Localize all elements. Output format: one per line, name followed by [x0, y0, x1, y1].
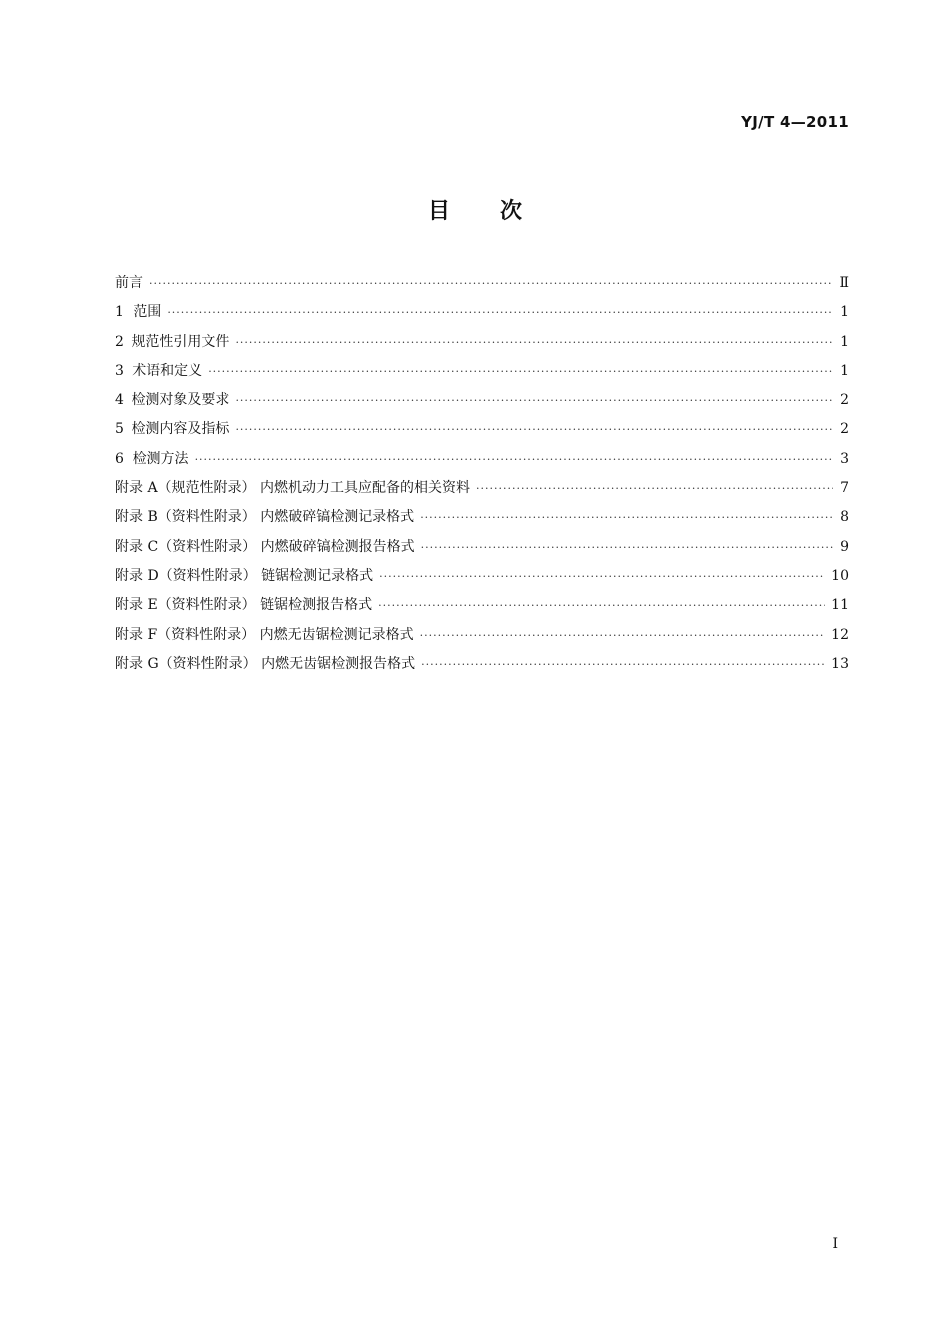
toc-entry-appendix-b[interactable] — [115, 503, 849, 532]
toc-entry-appendix-e[interactable] — [115, 591, 849, 620]
toc-entry-appendix-a[interactable] — [115, 474, 849, 503]
toc-entry-label: 术语和定义 — [132, 362, 203, 379]
toc-entry-5[interactable] — [115, 415, 849, 444]
toc-entry-label: 附录 C（资料性附录） 内燃破碎镐检测报告格式 — [115, 538, 415, 555]
toc-entry-label: 范围 — [133, 304, 162, 321]
toc-entry-2[interactable] — [115, 328, 849, 357]
toc-entry-appendix-c[interactable] — [115, 533, 849, 562]
toc-entry-page: 9 — [840, 538, 849, 555]
standard-code: YJ/T 4—2011 — [741, 113, 849, 131]
toc-leader-dots — [379, 562, 825, 591]
toc-entry-page: 11 — [831, 597, 849, 614]
toc-leader-dots — [195, 445, 833, 474]
toc-entry-6[interactable] — [115, 445, 849, 474]
toc-entry-number: 3 — [115, 362, 124, 379]
toc-entry-label: 附录 B（资料性附录） 内燃破碎镐检测记录格式 — [115, 509, 415, 526]
toc-leader-dots — [421, 533, 833, 562]
toc-entry-page: 12 — [831, 626, 849, 643]
toc-leader-dots — [167, 298, 833, 327]
toc-leader-dots — [235, 415, 833, 444]
toc-entry-number: 2 — [115, 333, 124, 350]
toc-leader-dots — [208, 357, 833, 386]
toc-leader-dots — [476, 474, 833, 503]
toc-entry-appendix-f[interactable] — [115, 621, 849, 650]
toc-entry-foreword[interactable] — [115, 269, 849, 298]
toc-entry-label: 附录 A（规范性附录） 内燃机动力工具应配备的相关资料 — [115, 480, 471, 497]
toc-entry-page: 7 — [840, 480, 849, 497]
toc-leader-dots — [378, 591, 825, 620]
toc-entry-4[interactable] — [115, 386, 849, 415]
toc-entry-label: 附录 E（资料性附录） 链锯检测报告格式 — [115, 597, 373, 614]
toc-entry-label: 附录 G（资料性附录） 内燃无齿锯检测报告格式 — [115, 655, 416, 672]
toc-entry-page: 13 — [831, 655, 849, 672]
toc-entry-number: 5 — [115, 421, 124, 438]
toc-leader-dots — [235, 386, 833, 415]
toc-entry-number: 4 — [115, 392, 124, 409]
toc-entry-label: 检测内容及指标 — [131, 421, 230, 438]
toc-entry-appendix-d[interactable] — [115, 562, 849, 591]
toc-entry-label: 检测对象及要求 — [131, 392, 230, 409]
toc-entry-page: 2 — [840, 392, 849, 409]
toc-leader-dots — [420, 621, 826, 650]
toc-entry-page: 1 — [840, 333, 849, 350]
toc-entry-page: 3 — [840, 450, 849, 467]
toc-entry-label: 检测方法 — [132, 450, 189, 467]
toc-entry-number: 6 — [115, 450, 124, 467]
toc-entry-page: Ⅱ — [839, 275, 849, 291]
toc-entry-appendix-g[interactable] — [115, 650, 849, 679]
toc-entry-page: 1 — [840, 362, 849, 379]
toc-leader-dots — [420, 503, 833, 532]
toc-entry-1[interactable] — [115, 298, 849, 327]
toc-leader-dots — [235, 328, 833, 357]
toc-leader-dots — [421, 650, 825, 679]
toc-entry-label: 规范性引用文件 — [131, 333, 230, 350]
toc-entry-page: 10 — [831, 567, 849, 584]
toc-entry-label: 附录 F（资料性附录） 内燃无齿锯检测记录格式 — [115, 626, 414, 643]
toc-leader-dots — [149, 269, 833, 298]
table-of-contents — [115, 269, 849, 679]
page-number: Ⅰ — [832, 1236, 838, 1252]
toc-entry-label: 前言 — [115, 275, 143, 291]
toc-entry-page: 2 — [840, 421, 849, 438]
toc-entry-page: 8 — [840, 509, 849, 526]
toc-entry-number: 1 — [115, 304, 124, 321]
page-title: 目次 — [427, 199, 572, 224]
toc-entry-page: 1 — [840, 304, 849, 321]
toc-entry-label: 附录 D（资料性附录） 链锯检测记录格式 — [115, 567, 374, 584]
toc-entry-3[interactable] — [115, 357, 849, 386]
